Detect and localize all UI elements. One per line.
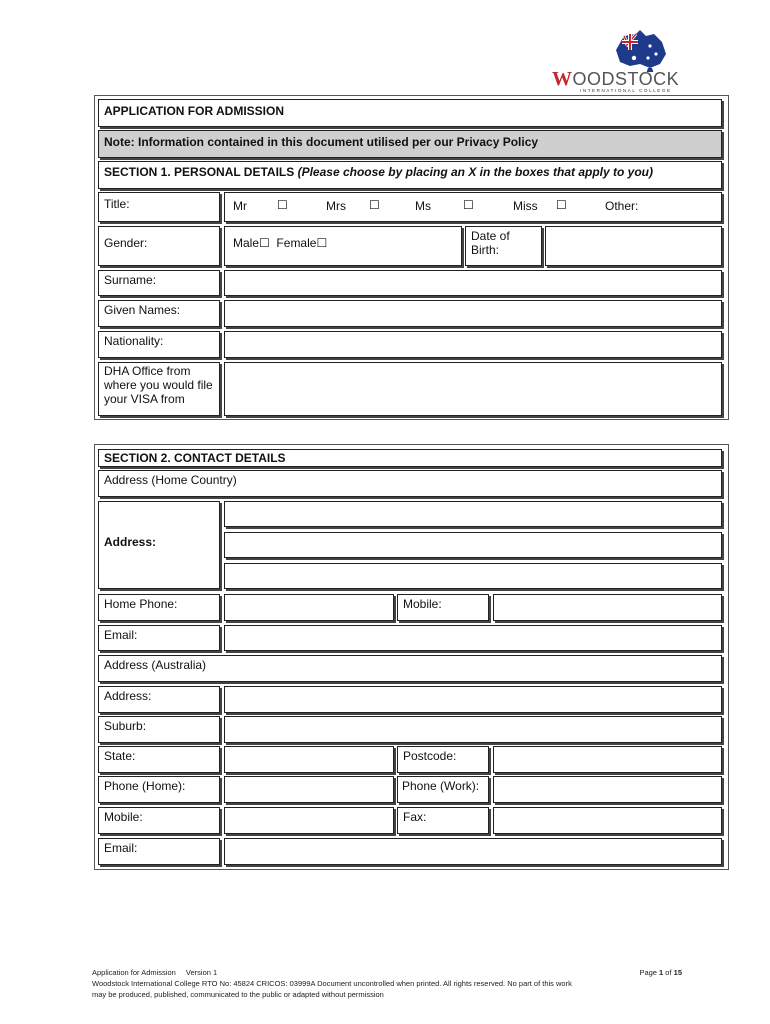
- mobile-label: Mobile:: [397, 594, 489, 621]
- aus-email-label: Email:: [98, 838, 220, 865]
- address-line-1[interactable]: [224, 501, 722, 527]
- dha-office-label: DHA Office from where you would file your VISA from: [98, 362, 220, 416]
- title-ms-checkbox[interactable]: ☐: [463, 198, 474, 212]
- mobile-input[interactable]: [493, 594, 722, 621]
- footer-page-current: 1: [659, 968, 664, 977]
- title-options: [224, 192, 722, 222]
- section1-heading-text: SECTION 1. PERSONAL DETAILS: [104, 165, 295, 179]
- given-names-input[interactable]: [224, 300, 722, 327]
- phone-home-label: Phone (Home):: [98, 776, 220, 803]
- email-label: Email:: [98, 625, 220, 651]
- title-label: Title:: [98, 192, 220, 222]
- aus-mobile-input[interactable]: [224, 807, 394, 834]
- australia-address-heading: Address (Australia): [98, 655, 722, 682]
- surname-label: Surname:: [98, 270, 220, 296]
- footer-page-number: [639, 967, 682, 978]
- gender-options[interactable]: Male☐ Female☐: [233, 236, 328, 250]
- address-label: Address:: [98, 501, 220, 589]
- phone-home-input[interactable]: [224, 776, 394, 803]
- gender-label: Gender:: [98, 226, 220, 266]
- email-input[interactable]: [224, 625, 722, 651]
- australia-flag-icon: [610, 28, 670, 72]
- footer-copyright-line: Woodstock International College RTO No: 45824 CRICOS: 03999A Document uncontrolled when printed. All rights reserved. No part of this work: [92, 979, 572, 988]
- phone-work-label: Phone (Work):: [397, 776, 489, 803]
- state-input[interactable]: [224, 746, 394, 773]
- suburb-input[interactable]: [224, 716, 722, 743]
- form-title: APPLICATION FOR ADMISSION: [98, 99, 722, 127]
- home-address-heading: Address (Home Country): [98, 470, 722, 497]
- home-phone-label: Home Phone:: [98, 594, 220, 621]
- footer-doc-name: Application for Admission: [92, 968, 176, 977]
- privacy-note: Note: Information contained in this document utilised per our Privacy Policy: [98, 130, 722, 158]
- logo-subtitle: INTERNATIONAL COLLEGE: [580, 88, 672, 93]
- college-logo: [548, 28, 678, 96]
- footer-page-of: of: [663, 968, 674, 977]
- postcode-label: Postcode:: [397, 746, 489, 773]
- dob-label: Date of Birth:: [465, 226, 542, 266]
- home-phone-input[interactable]: [224, 594, 394, 621]
- footer-page-total: 15: [673, 968, 682, 977]
- section1-heading-instruction: (Please choose by placing an X in the boxes that apply to you): [297, 165, 653, 179]
- nationality-label: Nationality:: [98, 331, 220, 358]
- title-option-ms[interactable]: Ms: [415, 199, 431, 213]
- given-names-label: Given Names:: [98, 300, 220, 327]
- suburb-label: Suburb:: [98, 716, 220, 743]
- address-line-3[interactable]: [224, 563, 722, 589]
- state-label: State:: [98, 746, 220, 773]
- aus-email-input[interactable]: [224, 838, 722, 865]
- logo-name: OODSTOCK: [572, 69, 680, 89]
- aus-mobile-label: Mobile:: [98, 807, 220, 834]
- section1-heading: [98, 161, 722, 189]
- phone-work-input[interactable]: [493, 776, 722, 803]
- aus-address-input[interactable]: [224, 686, 722, 713]
- title-option-mr[interactable]: Mr: [233, 199, 247, 213]
- fax-label: Fax:: [397, 807, 489, 834]
- nationality-input[interactable]: [224, 331, 722, 358]
- gender-field[interactable]: [224, 226, 462, 266]
- surname-input[interactable]: [224, 270, 722, 296]
- title-mr-checkbox[interactable]: ☐: [277, 198, 288, 212]
- title-option-other[interactable]: Other:: [605, 199, 639, 213]
- title-mrs-checkbox[interactable]: ☐: [369, 198, 380, 212]
- logo-w: W: [552, 68, 573, 90]
- footer-page-prefix: Page: [639, 968, 660, 977]
- footer-version: Version 1: [185, 968, 218, 977]
- section2-heading: SECTION 2. CONTACT DETAILS: [98, 449, 722, 467]
- dha-office-input[interactable]: [224, 362, 722, 416]
- title-option-miss[interactable]: Miss: [513, 199, 538, 213]
- footer-permission-line: may be produced, published, communicated to the public or adapted without permission: [92, 990, 384, 999]
- address-line-2[interactable]: [224, 532, 722, 558]
- dob-input[interactable]: [545, 226, 722, 266]
- fax-input[interactable]: [493, 807, 722, 834]
- title-miss-checkbox[interactable]: ☐: [556, 198, 567, 212]
- title-option-mrs[interactable]: Mrs: [326, 199, 346, 213]
- postcode-input[interactable]: [493, 746, 722, 773]
- page-footer: [92, 967, 682, 1007]
- aus-address-label: Address:: [98, 686, 220, 713]
